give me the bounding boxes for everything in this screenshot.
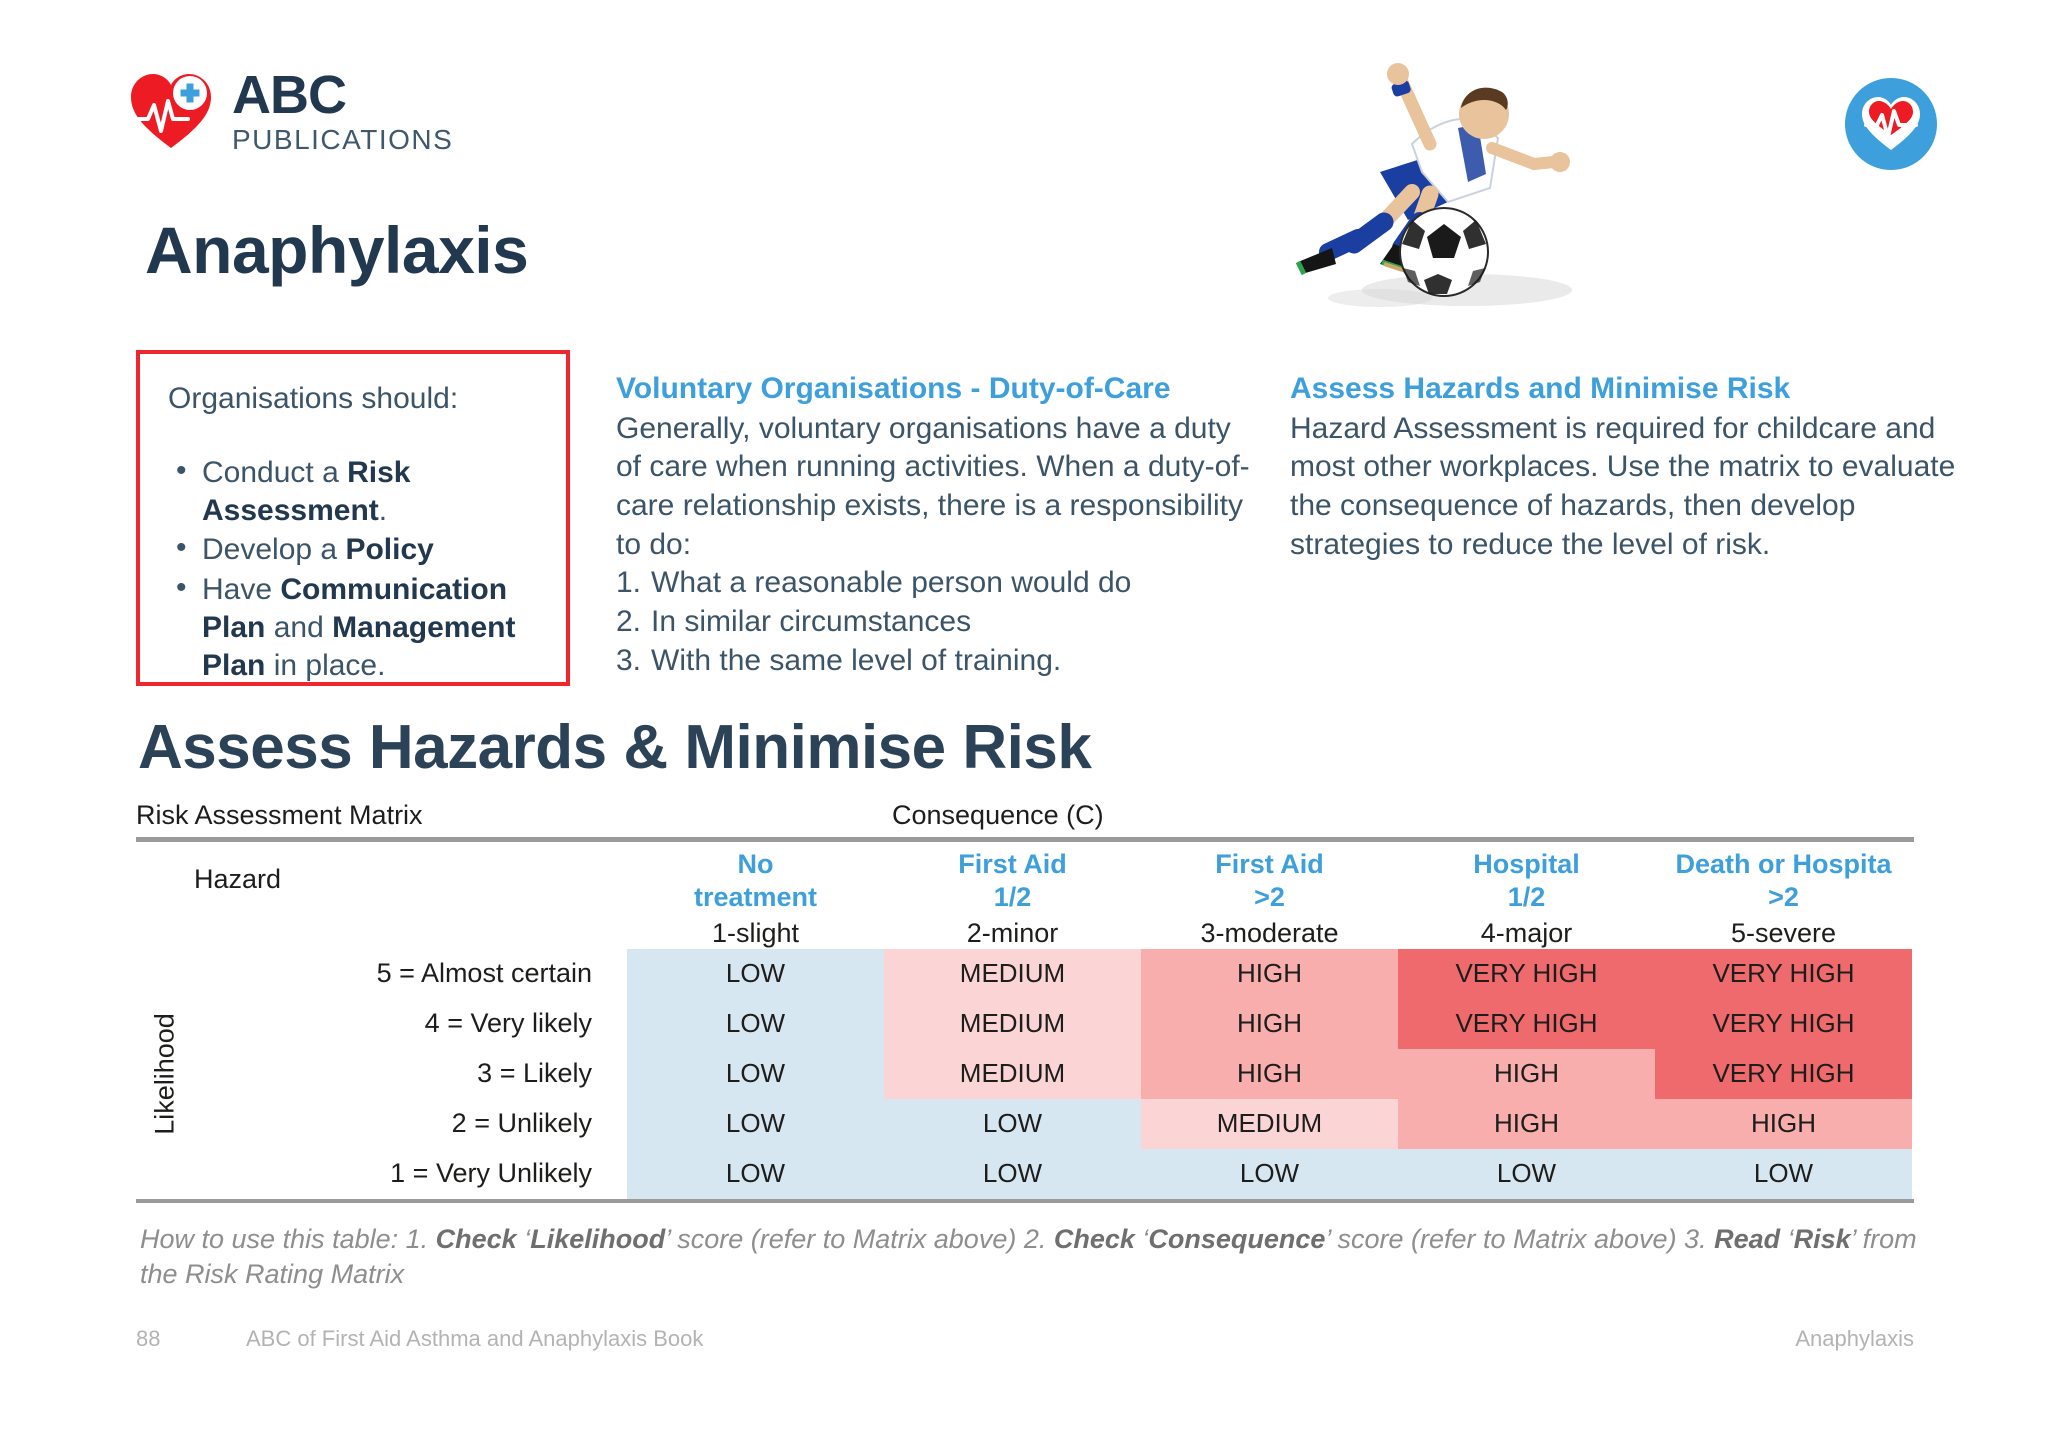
list-item xyxy=(168,571,538,686)
list-item xyxy=(168,531,538,569)
item-text-bold2: Management Plan xyxy=(202,611,516,683)
matrix-cell: MEDIUM xyxy=(1141,1099,1398,1149)
item-text-bold: Policy xyxy=(345,533,434,567)
column-header-blue: Death or Hospita >2 xyxy=(1675,849,1892,912)
matrix-cell: LOW xyxy=(884,1149,1141,1199)
column-header-blue: First Aid >2 xyxy=(1215,849,1324,912)
column-two-body: Generally, voluntary organisations have a duty of care when running activities. When a duty-of-care relationship exists, there is a responsibility to do: xyxy=(616,411,1250,561)
matrix-cell: VERY HIGH xyxy=(1655,1049,1912,1099)
matrix-cell: LOW xyxy=(627,1049,884,1099)
list-item xyxy=(616,642,1256,681)
matrix-cell: HIGH xyxy=(1398,1099,1655,1149)
page-title: Anaphylaxis xyxy=(145,213,529,287)
matrix-top-labels xyxy=(136,800,1914,837)
callout-lead: Organisations should: xyxy=(168,382,459,415)
matrix-cell: HIGH xyxy=(1655,1099,1912,1149)
matrix-cell: LOW xyxy=(1398,1149,1655,1199)
matrix-cell: LOW xyxy=(627,1149,884,1199)
list-number: 1. xyxy=(616,566,642,600)
list-number: 3. xyxy=(616,643,642,677)
item-text-pre: Have xyxy=(202,572,281,606)
matrix-hazard-label: Hazard xyxy=(194,864,282,894)
matrix-axis-spacer xyxy=(136,842,194,949)
item-text-pre: Develop a xyxy=(202,533,346,567)
howto-b6: Risk xyxy=(1793,1224,1851,1254)
list-number: 2. xyxy=(616,604,642,638)
matrix-cell: HIGH xyxy=(1141,999,1398,1049)
chapter-name: Anaphylaxis xyxy=(1795,1326,1914,1351)
column-header-plain: 2-minor xyxy=(966,917,1059,948)
how-to-use-note xyxy=(140,1222,1930,1292)
column-header-plain: 1-slight xyxy=(711,917,800,948)
brand-logo xyxy=(128,65,454,155)
matrix-cell: HIGH xyxy=(1398,1049,1655,1099)
heart-pulse-circle-icon xyxy=(1845,78,1937,170)
howto-p7: ’ from the Risk Rating Matrix xyxy=(140,1224,1917,1290)
likelihood-axis-label: Likelihood xyxy=(149,1013,180,1135)
howto-p2: ‘ xyxy=(516,1224,531,1254)
column-header-plain: 3-moderate xyxy=(1200,917,1339,948)
column-header-blue: Hospital 1/2 xyxy=(1473,849,1580,912)
column-voluntary-organisations xyxy=(616,370,1256,680)
item-text-post: . xyxy=(378,493,388,527)
matrix-cell: HIGH xyxy=(1141,1049,1398,1099)
matrix-cell: VERY HIGH xyxy=(1655,999,1912,1049)
organisations-callout-box xyxy=(136,350,570,686)
heart-pulse-cross-icon xyxy=(128,71,214,151)
column-three-heading: Assess Hazards and Minimise Risk xyxy=(1290,372,1791,405)
matrix-cell: LOW xyxy=(627,999,884,1049)
matrix-cell: LOW xyxy=(627,1099,884,1149)
matrix-cell: MEDIUM xyxy=(884,999,1141,1049)
matrix-row-label: 2 = Unlikely xyxy=(451,1108,592,1139)
matrix-row-label: 4 = Very likely xyxy=(424,1008,592,1039)
column-assess-hazards xyxy=(1290,370,1960,564)
column-header-blue: No treatment xyxy=(693,849,818,912)
howto-p4: ‘ xyxy=(1134,1224,1149,1254)
list-text: In similar circumstances xyxy=(651,604,972,638)
child-soccer-player-photo xyxy=(1262,52,1592,322)
matrix-grid xyxy=(136,842,1914,1199)
matrix-row-label: 1 = Very Unlikely xyxy=(390,1158,592,1189)
item-text-mid: and xyxy=(265,611,333,645)
list-item xyxy=(168,454,538,531)
matrix-cell: MEDIUM xyxy=(884,949,1141,999)
howto-p5: ’ score (refer to Matrix above) 3. xyxy=(1325,1224,1715,1254)
matrix-cell: LOW xyxy=(884,1099,1141,1149)
matrix-cell: VERY HIGH xyxy=(1655,949,1912,999)
list-item xyxy=(616,564,1256,603)
matrix-column-header-2 xyxy=(884,842,1141,949)
howto-b2: Likelihood xyxy=(530,1224,666,1254)
page-footer xyxy=(136,1326,1914,1352)
matrix-column-header-1 xyxy=(627,842,884,949)
matrix-column-header-4 xyxy=(1398,842,1655,949)
matrix-column-header-3 xyxy=(1141,842,1398,949)
howto-p1: How to use this table: 1. xyxy=(140,1224,436,1254)
matrix-cell: LOW xyxy=(1141,1149,1398,1199)
matrix-row-label: 5 = Almost certain xyxy=(376,958,592,989)
matrix-cell: HIGH xyxy=(1141,949,1398,999)
howto-b3: Check xyxy=(1053,1224,1135,1254)
matrix-cell: LOW xyxy=(1655,1149,1912,1199)
matrix-cell: VERY HIGH xyxy=(1398,949,1655,999)
howto-b4: Consequence xyxy=(1148,1224,1326,1254)
matrix-bottom-rule xyxy=(136,1199,1914,1203)
duty-of-care-list xyxy=(616,564,1256,680)
list-text: With the same level of training. xyxy=(651,643,1062,677)
logo-title: ABC xyxy=(232,65,346,125)
matrix-consequence-label: Consequence (C) xyxy=(892,800,1104,830)
column-two-heading: Voluntary Organisations - Duty-of-Care xyxy=(616,372,1171,405)
matrix-cell: MEDIUM xyxy=(884,1049,1141,1099)
matrix-column-header-5 xyxy=(1655,842,1912,949)
risk-assessment-matrix xyxy=(136,800,1914,1203)
section-title: Assess Hazards & Minimise Risk xyxy=(138,713,1092,782)
page-number: 88 xyxy=(136,1326,161,1351)
item-text-bold: Risk Assessment xyxy=(202,455,411,527)
item-text-bold: Communication Plan xyxy=(202,572,508,645)
column-header-plain: 5-severe xyxy=(1730,917,1837,948)
howto-p3: ’ score (refer to Matrix above) 2. xyxy=(665,1224,1054,1254)
column-header-blue: First Aid 1/2 xyxy=(958,849,1067,912)
item-text-post: in place. xyxy=(265,649,386,683)
item-text-pre: Conduct a xyxy=(202,455,348,489)
book-title: ABC of First Aid Asthma and Anaphylaxis Book xyxy=(246,1326,704,1351)
matrix-cell: VERY HIGH xyxy=(1398,999,1655,1049)
column-three-body: Hazard Assessment is required for childcare and most other workplaces. Use the matrix to evaluate the consequence of hazards, then develop strategies to reduce the level of risk. xyxy=(1290,411,1956,561)
howto-b5: Read xyxy=(1714,1224,1781,1254)
list-item xyxy=(616,603,1256,642)
callout-list xyxy=(168,454,538,686)
matrix-row-label: 3 = Likely xyxy=(477,1058,592,1089)
matrix-corner-label: Risk Assessment Matrix xyxy=(136,800,423,830)
howto-b1: Check xyxy=(435,1224,517,1254)
howto-p6: ‘ xyxy=(1780,1224,1794,1254)
list-text: What a reasonable person would do xyxy=(651,566,1132,600)
matrix-cell: LOW xyxy=(627,949,884,999)
column-header-plain: 4-major xyxy=(1480,917,1573,948)
logo-subtitle: PUBLICATIONS xyxy=(232,124,454,155)
